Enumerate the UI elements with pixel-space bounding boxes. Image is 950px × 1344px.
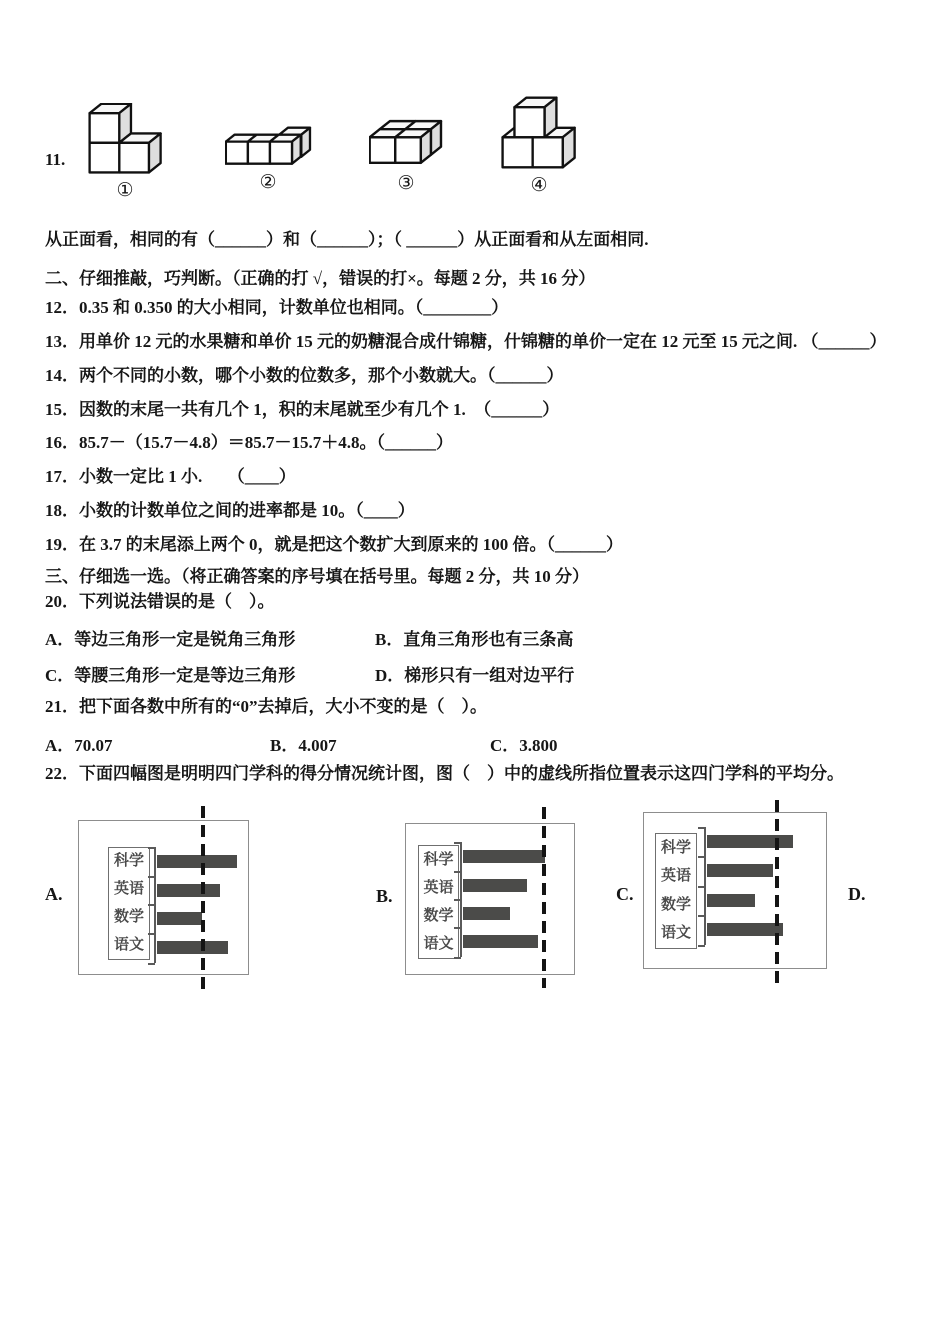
chart-option-label-d: D. bbox=[848, 884, 866, 904]
q20-option-a: A．等边三角形一定是锐角三角形 bbox=[45, 630, 296, 649]
axis-tick bbox=[454, 927, 461, 929]
cube-figure-2-drawing bbox=[225, 119, 312, 166]
legend-label: 英语 bbox=[423, 879, 454, 896]
axis-tick bbox=[454, 899, 461, 901]
legend-label: 语文 bbox=[423, 935, 454, 952]
bar-语文 bbox=[463, 935, 538, 948]
figure-label-4: ④ bbox=[530, 175, 548, 196]
bar-英语 bbox=[707, 864, 773, 877]
legend-label: 数学 bbox=[423, 907, 454, 924]
axis-tick bbox=[698, 945, 705, 947]
bar-数学 bbox=[463, 907, 510, 920]
bar-数学 bbox=[707, 894, 755, 907]
bar-英语 bbox=[463, 879, 527, 892]
axis-tick bbox=[698, 827, 705, 829]
question-17-line: 17．小数一定比 1 小. （____） bbox=[45, 467, 296, 486]
axis-tick bbox=[454, 957, 461, 959]
axis-tick bbox=[148, 847, 155, 849]
question-21-line: 21．把下面各数中所有的“0”去掉后，大小不变的是（ ）。 bbox=[45, 697, 487, 716]
question-11-prompt: 从正面看，相同的有（______）和（______）；（ ______）从正面看和从左面相同. bbox=[45, 230, 649, 249]
question-12-line: 12．0.35 和 0.350 的大小相同，计数单位也相同。（________） bbox=[45, 298, 509, 317]
legend-label: 数学 bbox=[113, 908, 144, 925]
question-20-line: 20．下列说法错误的是（ ）。 bbox=[45, 592, 275, 611]
chart-option-c-dashed-line bbox=[775, 800, 779, 990]
cube-figure-4 bbox=[500, 96, 578, 197]
legend-label: 科学 bbox=[113, 853, 144, 870]
legend-label: 英语 bbox=[113, 881, 144, 898]
cube-figure-3-drawing bbox=[369, 119, 443, 167]
cube-figure-1 bbox=[86, 103, 164, 202]
axis-tick bbox=[454, 871, 461, 873]
question-18-line: 18．小数的计数单位之间的进率都是 10。（____） bbox=[45, 501, 415, 520]
cube-figure-2 bbox=[224, 119, 312, 194]
axis-tick bbox=[698, 915, 705, 917]
cube-figure-1-drawing bbox=[88, 103, 163, 174]
q21-option-c: C．3.800 bbox=[490, 736, 558, 755]
legend-label: 科学 bbox=[423, 851, 454, 868]
chart-option-c-legend bbox=[655, 833, 697, 949]
legend-label: 语文 bbox=[113, 936, 144, 953]
axis-tick bbox=[698, 886, 705, 888]
figure-label-2: ② bbox=[259, 172, 277, 193]
figure-label-1: ① bbox=[116, 180, 134, 201]
bar-科学 bbox=[157, 855, 237, 868]
axis-tick bbox=[148, 963, 155, 965]
axis-tick bbox=[148, 876, 155, 878]
q21-option-b: B．4.007 bbox=[270, 736, 337, 755]
chart-option-b-dashed-line bbox=[542, 807, 546, 988]
legend-label: 英语 bbox=[660, 868, 691, 885]
question-11-number: 11. bbox=[45, 150, 66, 169]
chart-option-a-legend bbox=[108, 847, 150, 960]
question-14-line: 14．两个不同的小数，哪个小数的位数多，那个小数就大。（______） bbox=[45, 366, 564, 385]
section-2-heading: 二、仔细推敲，巧判断。（正确的打 √，错误的打×。每题 2 分，共 16 分） bbox=[45, 269, 596, 288]
q20-option-b: B．直角三角形也有三条高 bbox=[375, 630, 574, 649]
axis-tick bbox=[148, 904, 155, 906]
axis-tick bbox=[148, 933, 155, 935]
question-19-line: 19．在 3.7 的末尾添上两个 0，就是把这个数扩大到原来的 100 倍。（______） bbox=[45, 535, 623, 554]
question-22-line: 22．下面四幅图是明明四门学科的得分情况统计图，图（ ）中的虚线所指位置表示这四门学科的平均分。 bbox=[45, 764, 844, 783]
q20-option-d: D．梯形只有一组对边平行 bbox=[375, 666, 575, 685]
legend-label: 科学 bbox=[660, 839, 691, 856]
cube-figure-3 bbox=[368, 119, 444, 195]
chart-option-label-b: B. bbox=[376, 886, 393, 906]
chart-option-label-c: C. bbox=[616, 884, 634, 904]
section-3-heading: 三、仔细选一选。（将正确答案的序号填在括号里。每题 2 分，共 10 分） bbox=[45, 567, 589, 586]
chart-option-b-legend bbox=[418, 845, 459, 959]
bar-科学 bbox=[463, 850, 545, 863]
bar-数学 bbox=[157, 912, 202, 925]
q20-option-c: C．等腰三角形一定是等边三角形 bbox=[45, 666, 296, 685]
figure-label-3: ③ bbox=[397, 173, 415, 194]
legend-label: 语文 bbox=[660, 925, 691, 942]
q21-option-a: A．70.07 bbox=[45, 736, 113, 755]
bar-语文 bbox=[157, 941, 228, 954]
bar-科学 bbox=[707, 835, 793, 848]
axis-tick bbox=[454, 842, 461, 844]
question-16-line: 16．85.7－（15.7－4.8）＝85.7－15.7＋4.8。（______） bbox=[45, 433, 453, 452]
bar-语文 bbox=[707, 923, 783, 936]
question-13-line: 13．用单价 12 元的水果糖和单价 15 元的奶糖混合成什锦糖，什锦糖的单价一定在 12 元至 15 元之间. （______） bbox=[45, 332, 887, 351]
bar-英语 bbox=[157, 884, 220, 897]
legend-label: 数学 bbox=[660, 896, 691, 913]
axis-tick bbox=[698, 856, 705, 858]
chart-option-label-a: A. bbox=[45, 884, 63, 904]
question-15-line: 15．因数的末尾一共有几个 1，积的末尾就至少有几个 1. （______） bbox=[45, 400, 560, 419]
chart-option-a-dashed-line bbox=[201, 806, 205, 990]
cube-figure-4-drawing bbox=[501, 96, 577, 169]
